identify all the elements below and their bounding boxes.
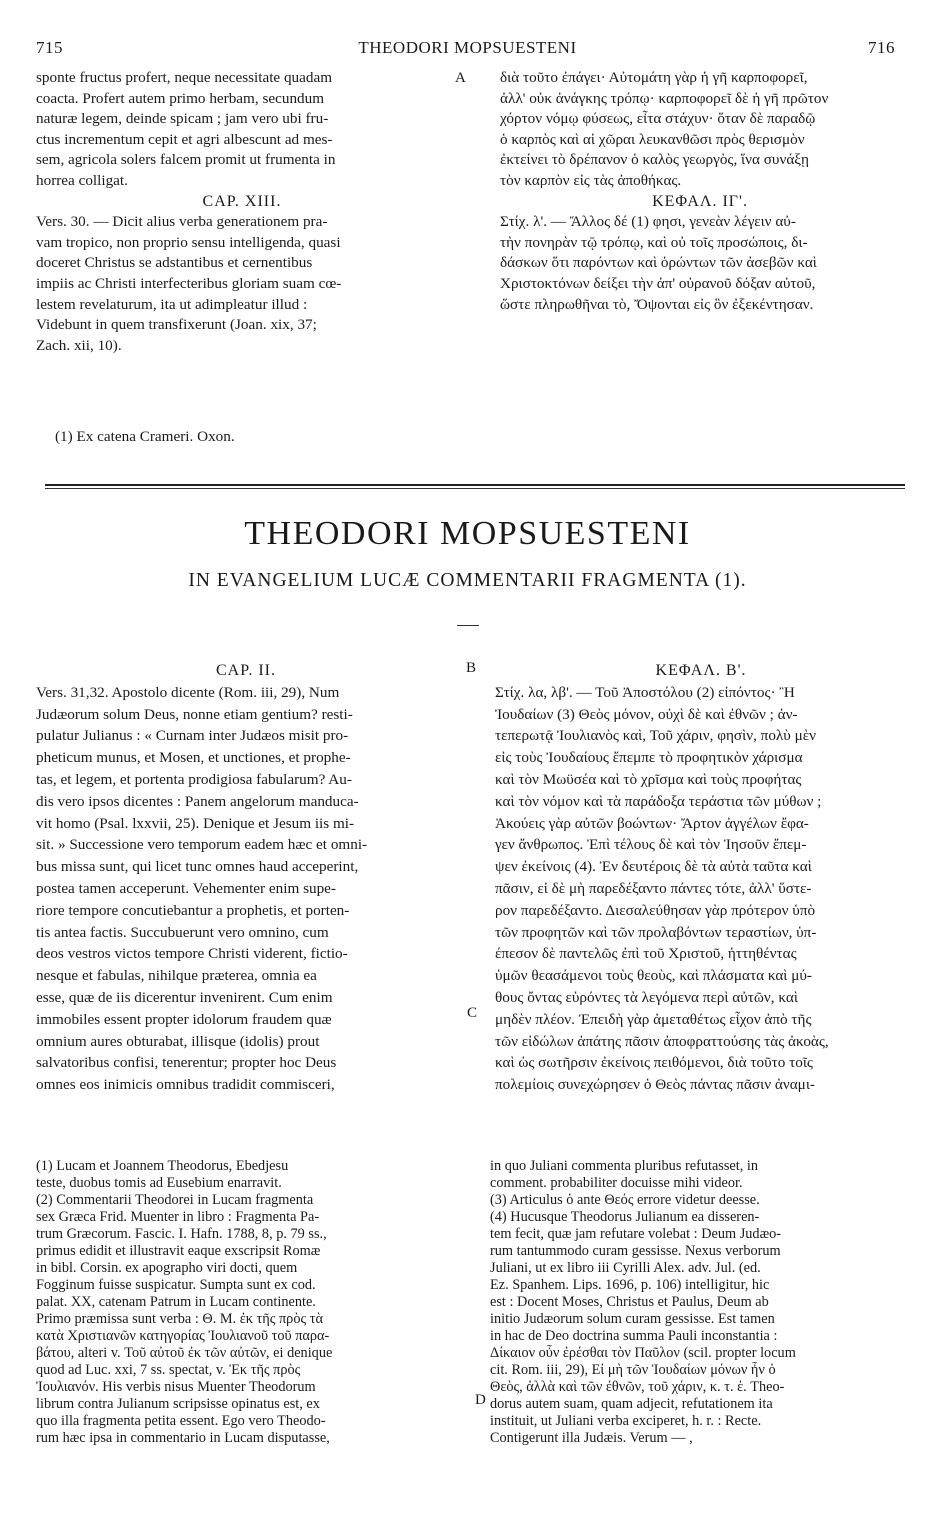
body-greek-line: καὶ τὸν νόμον καὶ τὰ παράδοξα τεράστια τῶν μύθων ; — [495, 792, 822, 810]
top-greek-line: ἐκτείνει τὸ δρέπανον ὁ καλὸς γεωργὸς, ἵνα συνάξῃ — [500, 151, 809, 169]
top-latin-column — [36, 68, 448, 356]
footnote-right-line: tem fecit, quæ jam refutare volebat : Deum Judæo- — [490, 1226, 782, 1242]
top-latin-line: lestem revelaturum, ita ut adimpleatur illud : — [36, 295, 308, 313]
body-latin-column — [36, 660, 456, 1096]
body-latin-line: riore tempore concutiebantur a prophetis, et porten- — [36, 901, 350, 919]
footnote-left-line: (2) Commentarii Theodorei in Lucam fragmenta — [36, 1192, 314, 1208]
top-greek-heading: ΚΕΦΑΛ. ΙΓ'. — [652, 192, 748, 210]
top-greek-line: χόρτον νόμῳ φύσεως, εἶτα στάχυν· ὅταν δὲ παραδῷ — [500, 110, 816, 128]
footnote-left-line: in bibl. Corsin. ex apographo viri docti, quem — [36, 1260, 298, 1276]
top-footnote: (1) Ex catena Crameri. Oxon. — [55, 428, 235, 445]
body-greek-line: πᾶσιν, εἰ δὲ μὴ παρεδέξαντο πάντες τότε, ἀλλ' ὕστε- — [495, 879, 812, 897]
body-latin-line: tas, et legem, et portenta prodigiosa fabularum? Au- — [36, 770, 352, 788]
top-latin-line: ctus incrementum cepit et agri albescunt ad mes- — [36, 130, 333, 148]
body-latin-line: sit. » Successione vero temporum eadem hæc et omni- — [36, 836, 368, 854]
body-greek-line: Ἰουδαίων (3) Θεὸς μόνον, οὐχὶ δὲ καὶ ἐθνῶν ; ἀν- — [495, 705, 798, 723]
body-greek-line: εἰς τοὺς Ἰουδαίους ἔπεμπε τὸ προφητικὸν χάρισμα — [495, 749, 803, 767]
body-greek-line: τεπερωτᾷ Ἰουλιανὸς καὶ, Τοῦ χάριν, φησὶν, πολὺ μὲν — [495, 727, 816, 745]
body-greek-line: θους ὄντας εὑρόντες τὰ λεγόμενα περὶ αὐτῶν, καὶ — [495, 988, 798, 1006]
footnote-left-line: teste, duobus tomis ad Eusebium enarravit. — [36, 1175, 282, 1191]
top-latin-line: Vers. 30. — Dicit alius verba generationem pra- — [36, 213, 328, 231]
footnote-left-line: palat. XX, catenam Patrum in Lucam continente. — [36, 1294, 316, 1310]
top-latin-line: vam tropico, non proprio sensu intelligenda, quasi — [36, 233, 341, 251]
body-greek-line: γεν ἄνθρωπος. Ἐπὶ τέλους δὲ καὶ τὸν Ἰησοῦν ἔπεμ- — [495, 836, 807, 854]
footnote-left-line: primus edidit et illustravit eaque exscripsit Romæ — [36, 1243, 321, 1259]
body-greek-line: καὶ τὸν Μωϋσέα καὶ τὸ χρῖσμα καὶ τοὺς προφήτας — [495, 770, 802, 788]
body-latin-line: tis antea factis. Succubuerunt vero omnino, cum — [36, 923, 329, 941]
section-title: THEODORI MOPSUESTENI — [244, 515, 691, 552]
footnote-right-line: instituit, ut Juliani verba exciperet, h. r. : Recte. — [490, 1413, 762, 1429]
body-latin-line: Judæorum solum Deus, nonne etiam gentium? resti- — [36, 705, 353, 723]
top-latin-line: naturæ legem, deinde spicam ; jam vero ubi fru- — [36, 110, 329, 128]
footnote-right-line: (4) Hucusque Theodorus Julianum ea disseren- — [490, 1209, 760, 1225]
body-greek-line: τῶν εἰδώλων ἀπάτης πᾶσιν ἀποφραττούσης τὰς ἀκοὰς, — [495, 1032, 829, 1050]
footnote-left-line: rum hæc ipsa in commentario in Lucam disputasse, — [36, 1430, 330, 1446]
body-latin-line: pulatur Julianus : « Curnam inter Judæos misit pro- — [36, 727, 349, 745]
margin-letter-a: A — [455, 70, 466, 86]
footnote-left-line: quod ad Luc. xxi, 7 ss. spectat, v. Ἐκ τῆς πρὸς — [36, 1362, 301, 1378]
margin-letter-b: B — [466, 660, 477, 676]
top-latin-heading: CAP. XIII. — [202, 192, 282, 210]
top-latin-line: Zach. xii, 10). — [36, 336, 122, 354]
section-divider-thin — [45, 488, 905, 489]
body-greek-line: Ἀκούεις γὰρ αὐτῶν βοώντων· Ἄρτον ἀγγέλων ἔφα- — [495, 814, 809, 832]
footnote-left-line: Ἰουλιανόν. His verbis nisus Muenter Theodorum — [36, 1379, 316, 1395]
body-greek-line: ρον παρεδέξαντο. Διεσαλεύθησαν γὰρ πρότερον ὑπὸ — [495, 901, 816, 919]
top-greek-line: ἀλλ' οὐκ ἀνάγκης τρόπῳ· καρποφορεῖ δὲ ἡ γῆ πρῶτον — [500, 89, 829, 107]
footnote-right-line: Δίκαιον οὖν ἐρέσθαι τὸν Παῦλον (scil. propter locum — [490, 1345, 796, 1361]
body-greek-line: έπεσον δὲ παντελῶς ἐπὶ τοῦ Χριστοῦ, ἡττηθέντας — [495, 945, 797, 963]
body-greek-line: ψεν ἐκείνοις (4). Ἐν δευτέροις δὲ τὰ αὐτὰ ταῦτα καὶ — [495, 858, 812, 876]
margin-letter-d: D — [475, 1392, 486, 1408]
top-greek-line: Χριστοκτόνων δείξει τὴν ἀπ' οὐρανοῦ δόξαν αὐτοῦ, — [500, 274, 816, 292]
footnote-left-line: Primo præmissa sunt verba : Θ. Μ. ἐκ τῆς πρὸς τὰ — [36, 1311, 323, 1327]
margin-letter-c: C — [467, 1005, 478, 1021]
footnotes-left — [36, 1158, 472, 1447]
page-number-right: 716 — [868, 38, 895, 57]
body-latin-line: deos vestros victos tempore Christi viderent, fictio- — [36, 945, 348, 963]
top-greek-line: ὁ καρπὸς καὶ αἱ χῶραι λευκανθῶσι πρὸς θερισμὸν — [500, 130, 805, 148]
footnote-right-line: comment. probabiliter docuisse mihi videor. — [490, 1175, 743, 1191]
body-greek-line: ὑμῶν θεασάμενοι τοὺς θεοὺς, καὶ πλάσματα καὶ μύ- — [495, 967, 812, 985]
body-greek-line: τῶν προφητῶν καὶ τῶν προλαβόντων τεραστίων, ὑπ- — [495, 923, 817, 941]
footnote-right-line: cit. Rom. iii, 29), Εἰ μὴ τῶν Ἰουδαίων μόνων ἦν ὁ — [490, 1362, 776, 1378]
footnote-left-line: trum Græcorum. Fascic. I. Hafn. 1788, 8, p. 79 ss., — [36, 1226, 327, 1242]
body-latin-line: vit homo (Psal. lxxvii, 25). Denique et Jesum iis mi- — [36, 814, 355, 832]
footnote-left-line: quo illa fragmenta petita essent. Ego vero Theodo- — [36, 1413, 326, 1429]
body-latin-line: esse, quæ de iis dicerentur invenirent. Cum enim — [36, 988, 333, 1006]
body-greek-column — [495, 660, 907, 1096]
footnote-right-line: initio Judæorum solum curam gessisse. Est tamen — [490, 1311, 775, 1327]
top-latin-line: Videbunt in quem transfixerunt (Joan. xix, 37; — [36, 316, 317, 334]
body-latin-line: nesque et fabulas, nihilque præterea, omnia ea — [36, 967, 317, 985]
top-greek-column — [500, 68, 900, 315]
footnote-right-line: est : Docent Moses, Christus et Paulus, Deum ab — [490, 1294, 769, 1310]
body-latin-line: omnes eos inimicis omnibus tradidit commisceri, — [36, 1076, 335, 1094]
top-greek-line: τὴν πονηρὰν τῷ τρόπῳ, καὶ οὐ τοῖς προσώποις, δι- — [500, 233, 808, 251]
title-short-rule — [457, 625, 479, 626]
running-title: THEODORI MOPSUESTENI — [358, 38, 577, 57]
footnote-right-line: Ez. Spanhem. Lips. 1696, p. 106) intelligitur, hic — [490, 1277, 770, 1293]
body-latin-line: postea tamen acceperunt. Vehementer enim supe- — [36, 879, 336, 897]
footnote-right-line: dorus autem suam, quam adjecit, refutationem ita — [490, 1396, 773, 1412]
footnote-left-line: (1) Lucam et Joannem Theodorus, Ebedjesu — [36, 1158, 289, 1174]
footnote-right-line: rum tantummodo curam gessisse. Nexus verborum — [490, 1243, 781, 1259]
top-greek-line: τὸν καρπὸν εἰς τὰς ἀποθήκας. — [500, 171, 682, 189]
top-latin-line: coacta. Profert autem primo herbam, secundum — [36, 89, 325, 107]
footnote-right-line: Juliani, ut ex libro iii Cyrilli Alex. adv. Jul. (ed. — [490, 1260, 761, 1276]
footnote-left-line: Fogginum fuisse suspicatur. Sumpta sunt ex cod. — [36, 1277, 316, 1293]
top-greek-line: ὥστε πληρωθῆναι τὸ, Ὄψονται εἰς ὃν ἐξεκέντησαν. — [500, 295, 814, 313]
footnote-left-line: κατὰ Χριστιανῶν κατηγορίας Ἰουλιανοῦ τοῦ παρα- — [36, 1328, 330, 1344]
footnote-right-line: Contigerunt illa Judæis. Verum — , — [490, 1430, 693, 1446]
body-greek-heading: ΚΕΦΑΛ. Β'. — [655, 662, 747, 679]
top-greek-line: Στίχ. λ'. — Ἄλλος δέ (1) φησι, γενεὰν λέγειν αὐ- — [500, 213, 796, 231]
top-latin-line: horrea colligat. — [36, 171, 128, 189]
body-latin-line: pheticum munus, et Mosen, et unctiones, et prophe- — [36, 749, 351, 767]
footnote-right-line: Θεὸς, ἀλλὰ καὶ τῶν ἐθνῶν, τοῦ χάριν, κ. τ. ἑ. Theo- — [490, 1379, 785, 1395]
body-latin-line: bus missa sunt, qui licet tunc omnes haud acceperint, — [36, 858, 359, 876]
section-divider — [45, 484, 905, 486]
body-latin-line: omnium aures obturabat, illisque (idolis) prout — [36, 1032, 320, 1050]
footnote-left-line: sex Græca Frid. Muenter in libro : Fragmenta Pa- — [36, 1209, 320, 1225]
top-latin-line: sponte fructus profert, neque necessitate quadam — [36, 69, 333, 86]
footnote-left-line: βάτου, alteri v. Τοῦ αὐτοῦ ἐκ τῶν αὐτῶν, ei denique — [36, 1345, 333, 1361]
page-number-left: 715 — [36, 38, 63, 57]
body-greek-line: καὶ ὡς σωτῆρσιν ἐκείνοις πειθόμενοι, διὰ τοῦτο τοῖς — [495, 1054, 813, 1072]
top-latin-line: doceret Christus se adstantibus et cernentibus — [36, 254, 313, 272]
body-latin-heading: CAP. II. — [215, 662, 276, 679]
footnote-right-line: in quo Juliani commenta pluribus refutasset, in — [490, 1158, 759, 1174]
top-greek-line: δάσκων ὅτι παρόντων καὶ ὁρώντων τῶν ἀσεβῶν καὶ — [500, 254, 817, 272]
footnote-right-line: in hac de Deo doctrina summa Pauli inconstantia : — [490, 1328, 778, 1344]
top-latin-line: impiis ac Christi interfecteribus gloriam suam cœ- — [36, 274, 342, 292]
section-subtitle: IN EVANGELIUM LUCÆ COMMENTARII FRAGMENTA (1). — [188, 570, 747, 591]
top-latin-line: sem, agricola solers falcem promit ut frumenta in — [36, 151, 336, 169]
body-greek-line: Στίχ. λα, λβ'. — Τοῦ Ἀποστόλου (2) εἰπόντος· Ἢ — [495, 683, 795, 701]
body-latin-line: Vers. 31,32. Apostolo dicente (Rom. iii, 29), Num — [36, 683, 340, 701]
body-latin-line: dis vero ipsos dicentes : Panem angelorum manduca- — [36, 792, 359, 810]
footnote-left-line: librum contra Julianum scripsisse opinatus est, ex — [36, 1396, 320, 1412]
body-latin-line: immobiles essent propter idolorum fraudem quæ — [36, 1010, 332, 1028]
footnote-right-line: (3) Articulus ὁ ante Θεός errore videtur deesse. — [490, 1192, 760, 1208]
top-greek-line: διὰ τοῦτο ἐπάγει· Αὐτομάτη γὰρ ἡ γῆ καρποφορεῖ, — [500, 69, 808, 86]
body-greek-line: πολεμίοις συνεχώρησεν ὁ Θεὸς πάντας πᾶσιν ἀναμι- — [495, 1076, 815, 1094]
body-greek-line: μηδὲν πλέον. Ἐπειδὴ γὰρ ἀμεταθέτως εἶχον ἀπὸ τῆς — [495, 1010, 812, 1028]
body-latin-line: salvatoribus confisi, tenerentur; propter hoc Deus — [36, 1054, 337, 1072]
footnotes-right — [490, 1158, 908, 1447]
